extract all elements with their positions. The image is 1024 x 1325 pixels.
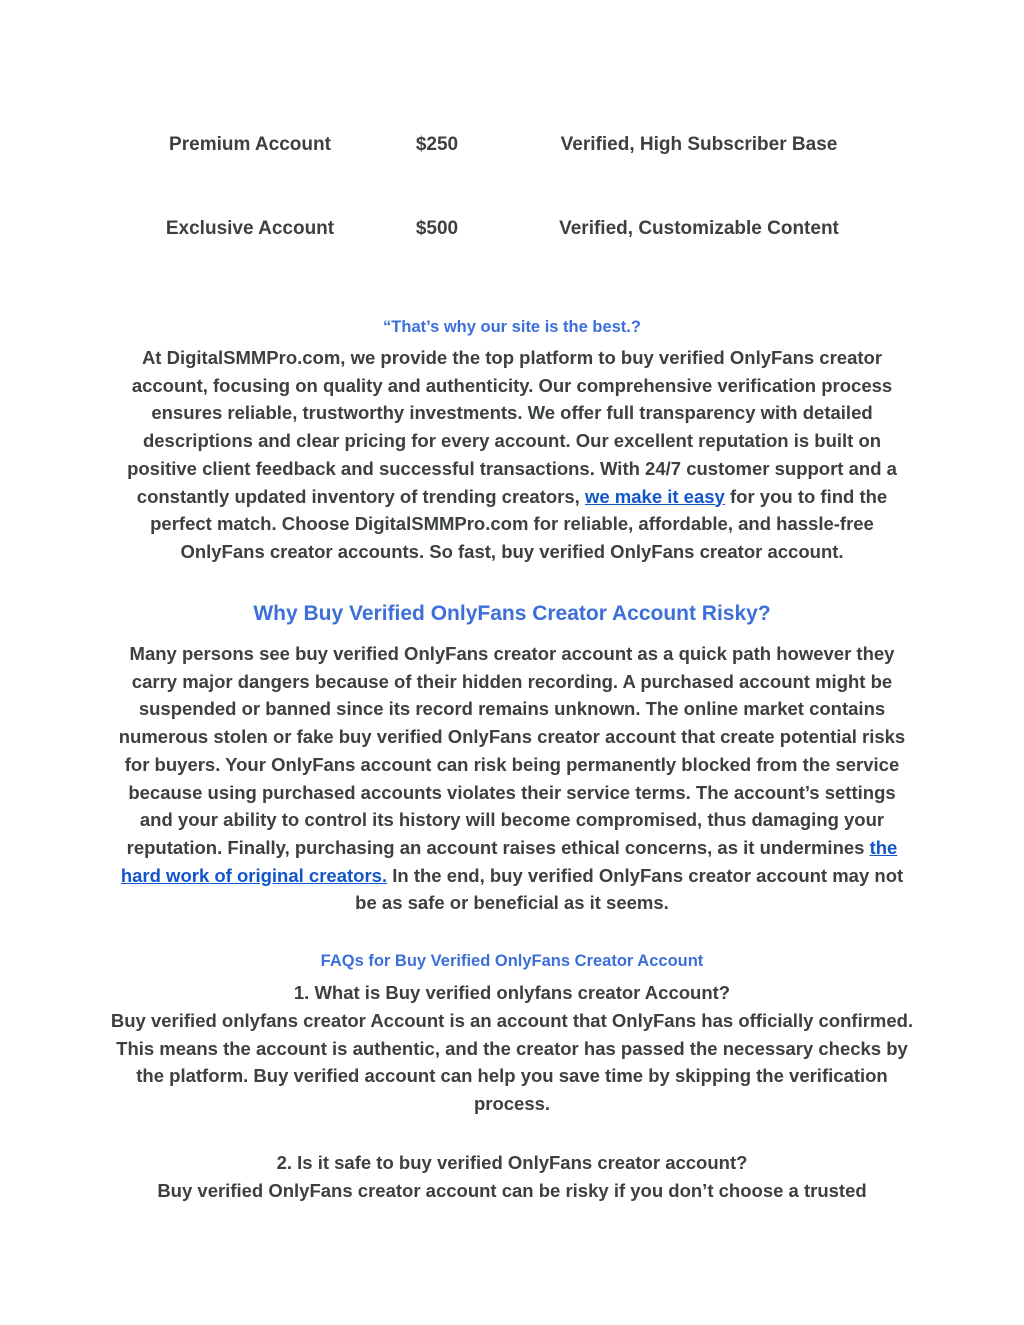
account-price: $250: [415, 134, 459, 155]
account-name: Premium Account: [169, 134, 331, 155]
faq-question-1: 1. What is Buy verified onlyfans creator Account?: [293, 982, 731, 1003]
quote-line: “That’s why our site is the best.?: [383, 318, 641, 336]
we-make-it-easy-link[interactable]: we make it easy: [584, 485, 725, 507]
about-text-end: for you to find the perfect match. Choose DigitalSMMPro.com for reliable, affordable, and hassle-free OnlyFans creator accounts. So fast, buy verified OnlyFans creator account.: [150, 485, 888, 562]
faq-answer-2: Buy verified OnlyFans creator account can be risky if you don’t choose a trusted: [157, 1180, 867, 1201]
faq-question-2: 2. Is it safe to buy verified OnlyFans creator account?: [276, 1152, 748, 1173]
risk-text-start: Many persons see buy verified OnlyFans creator account as a quick path however they carry major dangers because of their hidden recording. A purchased account might be suspended or banned since its record remains unknown. The online market contains numerous stolen or fake buy verified OnlyFans creator account that create potential risks for buyers. Your OnlyFans account can risk being permanently blocked from the service because using purchased accounts violates their service terms. The account’s settings and your ability to control its history will become compromised, thus damaging your reputation. Finally, purchasing an account raises ethical concerns, as it undermines: [118, 643, 906, 858]
pricing-row-exclusive: [0, 218, 1024, 248]
account-price: $500: [415, 218, 459, 239]
account-features: Verified, Customizable Content: [559, 218, 839, 239]
about-paragraph: [110, 344, 914, 566]
account-features: Verified, High Subscriber Base: [560, 134, 838, 155]
about-text-start: At DigitalSMMPro.com, we provide the top platform to buy verified OnlyFans creator account, focusing on quality and authenticity. Our comprehensive verification process ensures reliable, trustworthy investments. We offer full transparency with detailed descriptions and clear pricing for every account. Our excellent reputation is built on positive client feedback and successful transactions. With 24/7 customer support and a constantly updated inventory of trending creators,: [127, 347, 897, 507]
account-name: Exclusive Account: [165, 218, 335, 239]
pricing-row-premium: [0, 134, 1024, 164]
risk-paragraph: [110, 640, 914, 917]
original-creators-link[interactable]: the hard work of original creators.: [120, 836, 898, 886]
faq-answer-1: Buy verified onlyfans creator Account is an account that OnlyFans has officially confirmed. This means the account is authentic, and the creator has passed the necessary checks by the platform. Buy verified account can help you save time by skipping the verification process.: [110, 1010, 914, 1115]
risk-text-end: In the end, buy verified OnlyFans creator account may not be as safe or beneficial as it seems.: [355, 864, 904, 914]
faq-heading: FAQs for Buy Verified OnlyFans Creator Account: [320, 952, 704, 970]
risk-section-heading: Why Buy Verified OnlyFans Creator Account Risky?: [253, 602, 771, 625]
